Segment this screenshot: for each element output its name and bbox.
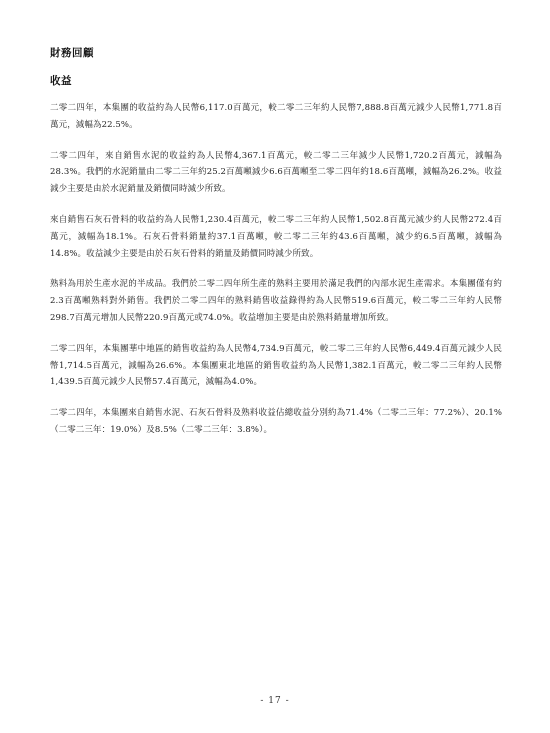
paragraph-limestone-revenue: 來自銷售石灰石骨料的收益約為人民幣1,230.4百萬元，較二零二三年約人民幣1,502.8百萬元減少約人民幣272.4百萬元，減幅為18.1%。石灰石骨料銷量約37.1百萬噸，較二零二三年約43.6百萬噸，減少約6.5百萬噸，減幅為14.8%。收益減少主要是由於石灰石骨料的銷量及銷價同時減少所致。 (50, 214, 502, 259)
paragraph-revenue-share: 二零二四年，本集團來自銷售水泥、石灰石骨料及熟料收益佔總收益分別約為71.4%（二零二三年：77.2%）、20.1%（二零二三年：19.0%）及8.5%（二零二三年：3.8%）。 (50, 408, 502, 435)
page-number: - 17 - (260, 696, 290, 706)
paragraph-regional-revenue: 二零二四年，本集團華中地區的銷售收益約為人民幣4,734.9百萬元，較二零二三年約人民幣6,449.4百萬元減少人民幣1,714.5百萬元，減幅為26.6%。本集團東北地區的銷售收益約為人民幣1,382.1百萬元，較二零二三年約人民幣1,439.5百萬元減少人民幣57.4百萬元，減幅為4.0%。 (50, 343, 502, 388)
paragraph-cement-revenue: 二零二四年，來自銷售水泥的收益約為人民幣4,367.1百萬元，較二零二三年減少人民幣1,720.2百萬元，減幅為28.3%。我們的水泥銷量由二零二三年約25.2百萬噸減少6.6百萬噸至二零二四年約18.6百萬噸，減幅為26.2%。收益減少主要是由於水泥銷量及銷價同時減少所致。 (50, 150, 502, 195)
document-body (50, 100, 502, 453)
paragraph-clinker-revenue: 熟料為用於生產水泥的半成品。我們於二零二四年所生產的熟料主要用於滿足我們的內部水泥生產需求。本集團僅有約2.3百萬噸熟料對外銷售。我們於二零二四年的熟料銷售收益錄得約為人民幣519.6百萬元，較二零二三年約人民幣298.7百萬元增加人民幣220.9百萬元或74.0%。收益增加主要是由於熟料銷量增加所致。 (50, 279, 502, 323)
subsection-title: 收益 (50, 75, 72, 87)
section-title: 財務回顧 (50, 47, 94, 59)
paragraph-total-revenue: 二零二四年，本集團的收益約為人民幣6,117.0百萬元，較二零二三年約人民幣7,888.8百萬元減少人民幣1,771.8百萬元，減幅為22.5%。 (50, 103, 502, 130)
